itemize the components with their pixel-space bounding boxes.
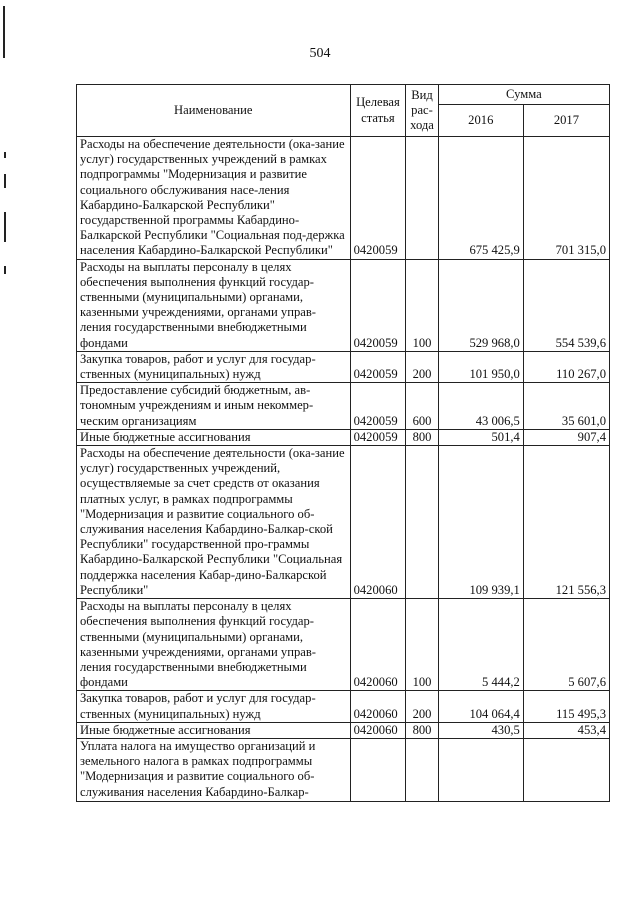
header-sum: Сумма bbox=[438, 85, 609, 105]
scan-edge-mark bbox=[4, 174, 6, 188]
row-type bbox=[406, 738, 438, 801]
row-name: Предоставление субсидий бюджетным, ав-тономным учреждениям и иным некоммер-ческим организациям bbox=[77, 383, 351, 430]
row-code: 0420060 bbox=[350, 599, 406, 691]
row-value-2017: 115 495,3 bbox=[523, 691, 609, 722]
row-name: Расходы на выплаты персоналу в целях обеспечения выполнения функций государ-ственными (муниципальными) органами, казенными учреждениями, органами управ-ления государственными внебюджетными фондами bbox=[77, 599, 351, 691]
scan-edge-mark bbox=[4, 266, 6, 274]
row-type: 800 bbox=[406, 429, 438, 445]
row-code: 0420059 bbox=[350, 137, 406, 260]
row-value-2017: 554 539,6 bbox=[523, 259, 609, 351]
table-row bbox=[77, 738, 610, 801]
table-row bbox=[77, 691, 610, 722]
row-value-2017: 121 556,3 bbox=[523, 446, 609, 599]
row-name: Расходы на обеспечение деятельности (ока-зание услуг) государственных учреждений в рамках подпрограммы "Модернизация и развитие социального обслуживания насе-ления Кабардино-Балкарской Республики" государственной программы Кабардино-Балкарской Республики "Социальная под-держка населения Кабардино-Балкарской Республики" bbox=[77, 137, 351, 260]
page-number: 504 bbox=[309, 46, 331, 61]
row-type: 100 bbox=[406, 259, 438, 351]
budget-table bbox=[76, 84, 610, 802]
header-year-2016: 2016 bbox=[438, 105, 523, 137]
row-value-2016: 101 950,0 bbox=[438, 351, 523, 382]
table-row bbox=[77, 429, 610, 445]
header-name: Наименование bbox=[77, 85, 351, 137]
header-year-2017: 2017 bbox=[523, 105, 609, 137]
table-row bbox=[77, 383, 610, 430]
table-row bbox=[77, 599, 610, 691]
row-value-2016 bbox=[438, 738, 523, 801]
row-value-2016: 675 425,9 bbox=[438, 137, 523, 260]
row-value-2016: 109 939,1 bbox=[438, 446, 523, 599]
table-row bbox=[77, 446, 610, 599]
row-name: Уплата налога на имущество организаций и земельного налога в рамках подпрограммы "Модернизация и развитие социального об-служивания населения Кабардино-Балкар- bbox=[77, 738, 351, 801]
row-type: 200 bbox=[406, 691, 438, 722]
row-type: 100 bbox=[406, 599, 438, 691]
row-name: Закупка товаров, работ и услуг для государ-ственных (муниципальных) нужд bbox=[77, 351, 351, 382]
scan-edge-mark bbox=[4, 152, 6, 158]
row-value-2016: 529 968,0 bbox=[438, 259, 523, 351]
row-code: 0420060 bbox=[350, 446, 406, 599]
row-type bbox=[406, 446, 438, 599]
row-value-2016: 5 444,2 bbox=[438, 599, 523, 691]
table-row bbox=[77, 722, 610, 738]
row-code: 0420060 bbox=[350, 691, 406, 722]
row-name: Закупка товаров, работ и услуг для государ-ственных (муниципальных) нужд bbox=[77, 691, 351, 722]
row-value-2017: 701 315,0 bbox=[523, 137, 609, 260]
row-name: Расходы на выплаты персоналу в целях обеспечения выполнения функций государ-ственными (муниципальными) органами, казенными учреждениями, органами управ-ления государственными внебюджетными фондами bbox=[77, 259, 351, 351]
row-code: 0420060 bbox=[350, 722, 406, 738]
table-row bbox=[77, 137, 610, 260]
header-expense-type: Вид рас-хода bbox=[406, 85, 438, 137]
row-type: 200 bbox=[406, 351, 438, 382]
row-value-2017: 907,4 bbox=[523, 429, 609, 445]
row-value-2016: 43 006,5 bbox=[438, 383, 523, 430]
row-code: 0420059 bbox=[350, 429, 406, 445]
row-value-2016: 430,5 bbox=[438, 722, 523, 738]
row-value-2017: 453,4 bbox=[523, 722, 609, 738]
row-name: Расходы на обеспечение деятельности (ока-зание услуг) государственных учреждений, осуществляемые за счет средств от оказания платных услуг, в рамках подпрограммы "Модернизация и развитие социального об-служивания населения Кабардино-Балкар-ской Республики" государственной про-граммы Кабардино-Балкарской Республики "Социальная поддержка населения Кабар-дино-Балкарской Республики" bbox=[77, 446, 351, 599]
row-type: 800 bbox=[406, 722, 438, 738]
row-value-2017: 5 607,6 bbox=[523, 599, 609, 691]
table-row bbox=[77, 259, 610, 351]
row-value-2017: 35 601,0 bbox=[523, 383, 609, 430]
row-code: 0420059 bbox=[350, 259, 406, 351]
row-code bbox=[350, 738, 406, 801]
row-code: 0420059 bbox=[350, 351, 406, 382]
scan-edge-mark bbox=[4, 212, 6, 242]
row-value-2016: 104 064,4 bbox=[438, 691, 523, 722]
row-name: Иные бюджетные ассигнования bbox=[77, 429, 351, 445]
row-type bbox=[406, 137, 438, 260]
header-target-article: Целевая статья bbox=[350, 85, 406, 137]
row-type: 600 bbox=[406, 383, 438, 430]
row-value-2017: 110 267,0 bbox=[523, 351, 609, 382]
table-row bbox=[77, 351, 610, 382]
row-code: 0420059 bbox=[350, 383, 406, 430]
row-name: Иные бюджетные ассигнования bbox=[77, 722, 351, 738]
row-value-2016: 501,4 bbox=[438, 429, 523, 445]
row-value-2017 bbox=[523, 738, 609, 801]
